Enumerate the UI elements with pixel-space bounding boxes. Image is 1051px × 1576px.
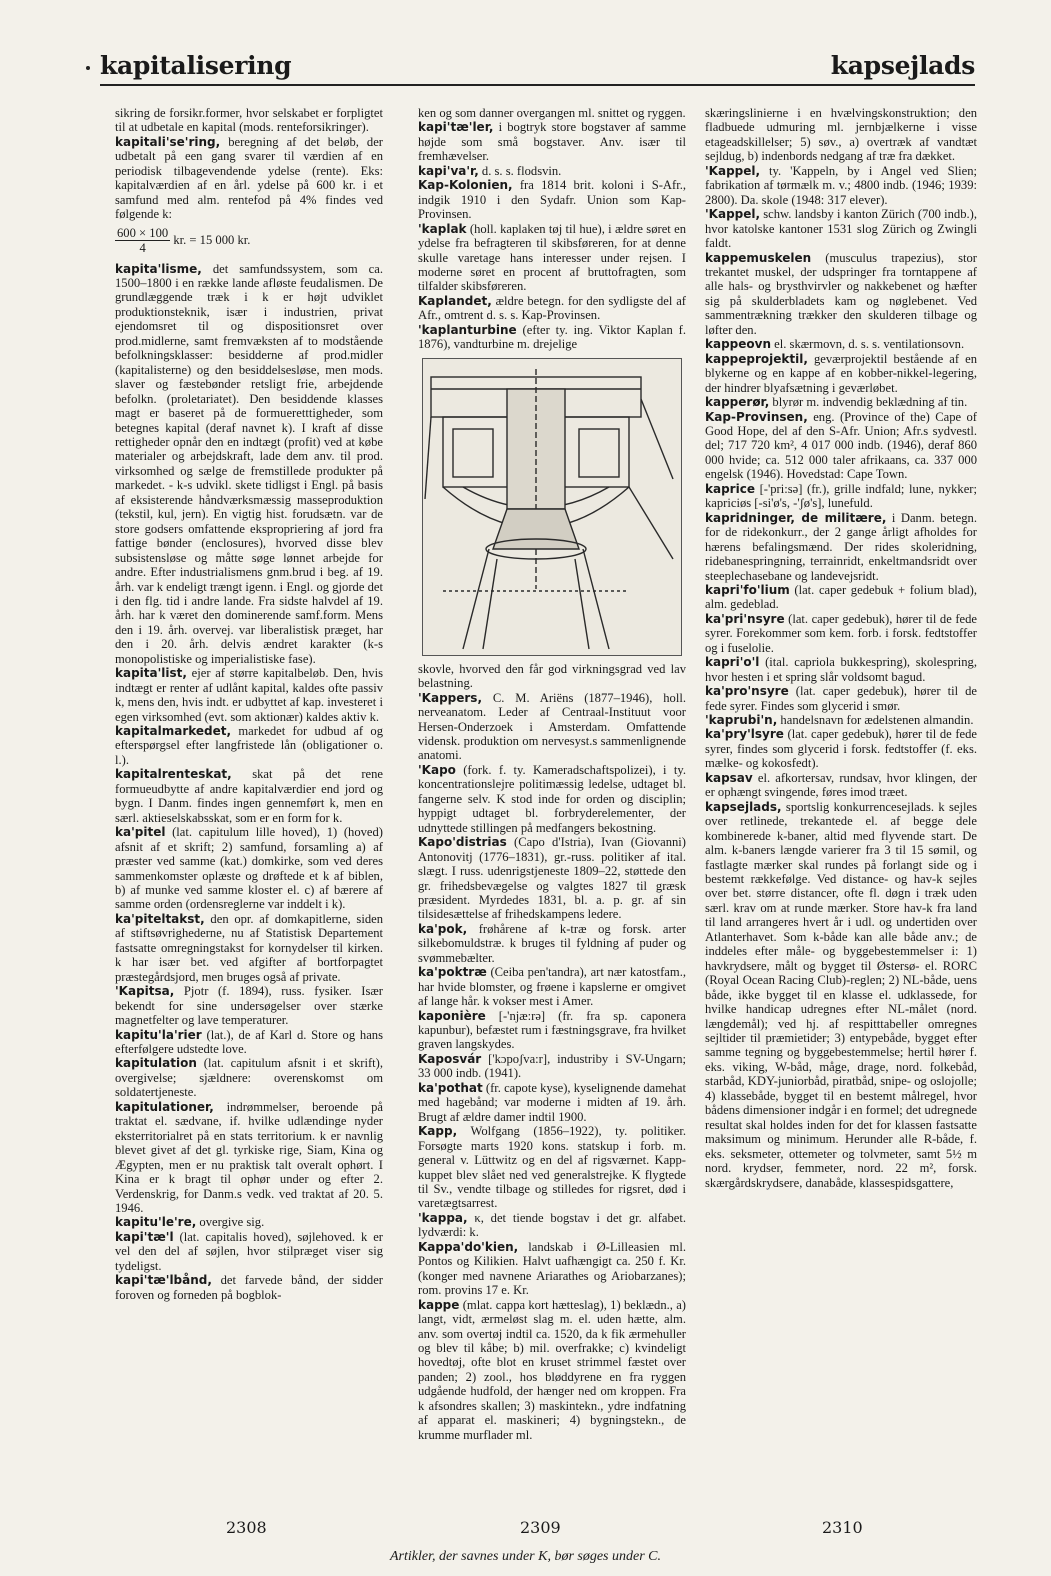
entry-text: skæringslinierne i en hvælvingskonstruktion; den fladbuede udmuring ml. jernbjælkerne i visse etageadskillelser; 5) søv., a) overtræk af vandtæt sejldug, b) indenbords nedgang af træ fra dækket. xyxy=(705,106,977,164)
turbine-drawing xyxy=(423,359,681,655)
header-dot xyxy=(86,66,90,70)
entry-headword: Kaplandet, xyxy=(418,293,492,308)
column-2 xyxy=(418,106,686,1486)
entry-headword: 'Kappers, xyxy=(418,690,483,705)
dictionary-entry xyxy=(115,1230,383,1273)
entry-headword: kapsav xyxy=(705,770,753,785)
entry-text: el. skærmovn, d. s. s. ventilationsovn. xyxy=(771,337,965,352)
dictionary-entry xyxy=(705,684,977,713)
dictionary-entry xyxy=(705,655,977,684)
entry-text: skovle, hvorved den får god virkningsgrad ved lav belastning. xyxy=(418,661,686,691)
entry-text: (lat. caper gedebuk), hører til de fede syrer. Findes som glycerid i smør. xyxy=(705,684,977,713)
entry-text: i bogtryk store bogstaver af samme højde som små bogstaver. Anv. især til fremhævelser. xyxy=(418,120,686,164)
entry-text: (Capo d'Istria), Ivan (Giovanni) Antonovitj (1776–1831), gr.-russ. politiker af ital. slægt. I russ. udenrigstjeneste 1809–22, støttede den gr. frihedsbevægelse og valgtes 1827 til græsk præsident. Myrdedes 1831, bl. a. p. gr. af sin tilsidesættelse af frihedskampens ledere. xyxy=(418,835,686,922)
entry-text: landskab i Ø-Lilleasien ml. Pontos og Kilikien. Halvt uafhængigt ca. 250 f. Kr. (konger med navnene Ariarathes og Ariobarzanes); rom. provins 17 e. Kr. xyxy=(418,1239,686,1298)
header-first-entry: kapitalisering xyxy=(100,51,292,80)
dictionary-entry xyxy=(115,825,383,912)
entry-headword: kapi'tæ'l xyxy=(115,1229,174,1244)
dictionary-entry xyxy=(418,1240,686,1298)
entry-headword: 'kaprubi'n, xyxy=(705,713,778,728)
formula-numerator: 600 × 100 xyxy=(117,225,169,240)
entry-text: [-'njæ:rə] (fr. fra sp. caponera kapunbur), befæstet rum i fæstningsgrave, fra hvilket graven langskydes. xyxy=(418,1008,686,1052)
entry-text: (efter ty. ing. Viktor Kaplan f. 1876), vandturbine m. drejelige xyxy=(418,322,686,352)
dictionary-entry xyxy=(418,106,686,120)
entry-text: (lat. capitulum afsnit i et skrift), overgivelse; sjældnere: overenskomst om soldatertjeneste. xyxy=(115,1056,383,1100)
entry-text: C. M. Ariëns (1877–1946), holl. nerveanatom. Leder af Centraal-Instituut voor Hersen-Onderzoek i Amsterdam. Omfattende vidensk. produktion om nervesyst.s sammenlignende anatomi. xyxy=(418,690,686,763)
dictionary-entry xyxy=(418,178,686,221)
entry-headword: kappe xyxy=(418,1297,460,1312)
dictionary-entry xyxy=(418,691,686,763)
entry-text: geværprojektil bestående af en blykerne og en kappe af en kobber-nikkel-legering, der hindrer blyafsætning i geværløbet. xyxy=(705,351,977,395)
dictionary-entry xyxy=(418,965,686,1008)
entry-text: (lat. caper gedebuk + folium blad), alm. gedeblad. xyxy=(705,582,977,612)
entry-headword: 'kappa, xyxy=(418,1210,468,1225)
entry-headword: Kaposvár xyxy=(418,1051,482,1066)
dictionary-entry xyxy=(705,395,977,409)
entry-headword: ka'pri'nsyre xyxy=(705,611,785,626)
entry-text: indrømmelser, beroende på traktat el. sædvane, if. hvilke udlændinge nyder eksterritorialret på en stats territorium. k er navnlig blevet givet af det gl. tyrkiske rige, Siam, Kina og Ægypten, men er nu praktisk talt overalt ophørt. I Kina er k bragt til ophør under og efter 2. Verdenskrig, for Danm.s vedk. ved traktat af 20. 5. 1946. xyxy=(115,1099,383,1215)
entry-headword: kappemuskelen xyxy=(705,250,812,265)
dictionary-entry xyxy=(115,666,383,724)
entry-headword: 'Kappel, xyxy=(705,163,761,178)
dictionary-entry xyxy=(115,984,383,1027)
entry-text: beregning af det beløb, der udbetalt på een gang svarer til værdien af en periodisk tilbagevendende ydelse (rente). Eks: kapitalværdien af en årl. ydelse på 600 kr. i et samfund med alm. rentefod på 4% findes ved følgende k: xyxy=(115,134,383,222)
dictionary-entry xyxy=(705,251,977,338)
dictionary-entry xyxy=(418,1081,686,1124)
dictionary-entry xyxy=(418,294,686,323)
dictionary-entry xyxy=(418,1211,686,1240)
entry-text: fra 1814 brit. koloni i S-Afr., indgik 1910 i den Sydafr. Union som Kap-Provinsen. xyxy=(418,178,686,222)
entry-text: (mlat. cappa kort hætteslag), 1) beklædn., a) langt, vidt, ærmeløst slag m. el. uden hætte, alm. anv. som overtøj indtil ca. 1520, da k fik ærmehuller og blev til kåbe; b) mil. overfrakke; c) kvindeligt hovedtøj, ofte blot en kruset strimmel fæstet over panden; 2) zool., hos bløddyrene en fra ryggen udgående hudfold, der hænger ned om kroppen. Fra k afsondres skallen; 3) maskintekn., ydre indfatning af apparat el. maskineri; 4) bygningstekn., de krumme murflader ml. xyxy=(418,1297,686,1442)
entry-headword: kapri'o'l xyxy=(705,655,760,670)
entry-text: det samfundssystem, som ca. 1500–1800 i en række lande afløste feudalismen. De grundlæggende træk i k er højt udviklet produktionsteknik, især i industrien, privat ejendomsret til og dispositionsret over prod.midlerne, samt fremvæksten af to modstående befolkningsklasser: besidderne af prod.midler (kapitalisterne) og den besiddelsesløse, men mods. slaver og fæstebønder retsligt frie, arbejdende befolkn. (proletariatet). Den besiddende klasses magt er baseret på de formueretttigheder, som betegnes kapital (deraf navnet k). I kraft af disse rettigheder opnår den en indtægt (profit) ved at købe materialer og arbejdskraft, lade dem anv. til prod. virksomhed og sælge de fremstillede produkter på markedet. - k-s udvikl. skete tidligst i Engl. på basis af eksisterende håndværksmæssig masseproduktion (tekstil, kul, jern). En vigtig hist. forudsætn. var de store godsers omfattende ekspropriering af jord fra fattige bønder (enclosures), hvorved disse blev subsistensløse og måtte søge lønnet arbejde for andre. Efter industrialismens gnm.brud i beg. af 19. årh. var k endeligt trængt igenn. i Engl. og gjorde det i den flg. tid i andre lande. Fra sidste halvdel af 19. årh. har k været den dominerende samf.form. Mens den i 19. årh. overvej. var liberalistisk præget, har den i 20. årh. delvis ændret karakter (k-s monopolistiske og imperialistiske fase). xyxy=(115,261,383,666)
page-number-1: 2308 xyxy=(226,1518,267,1537)
entry-headword: kapitulation xyxy=(115,1056,197,1071)
entry-headword: ka'pok, xyxy=(418,921,468,936)
entry-text: skat på det rene formueudbytte af andre kapitalværdier end jord og bygn. I Danm. findes ingen gennemført k, men en særl. aktieselskabsskat, som er en form for k. xyxy=(115,767,383,825)
dictionary-entry xyxy=(418,323,686,352)
dictionary-entry xyxy=(418,835,686,922)
entry-headword: kapi'tæ'ler, xyxy=(418,120,494,135)
dictionary-entry xyxy=(705,800,977,1190)
entry-text: Wolfgang (1856–1922), ty. politiker. Forsøgte marts 1920 kons. statskup i forb. m. general v. Lüttwitz og en del af rigsværnet. Kapp-kuppet blev slået ned ved generalstrejke. K flygtede til Sv., vendte tilbage og stilledes for rigsret, død i varetægtsarrest. xyxy=(418,1124,686,1211)
formula-result: kr. = 15 000 kr. xyxy=(173,232,251,247)
entry-headword: ka'pitel xyxy=(115,825,166,840)
entry-text: ejer af større kapitalbeløb. Den, hvis indtægt er renter af udlånt kapital, kaldes ofte passiv k, mens den, hvis indt. er udbyttet af kap. investeret i egen virksomhed (evt. som aktionær) kaldes aktiv k. xyxy=(115,666,383,724)
dictionary-entry xyxy=(705,482,977,511)
entry-text: sportslig konkurrencesejlads. k sejles over retlinede, trekantede el. af begge dele kombinerede k-baner, altid med flyvende start. De alm. k-baners længde varierer fra 3 til 15 sømil, og fastlagte mærker skal rundes på forlangt side og i bestemt rækkefølge. Ved distance- og hav-k sejles over bet. større distancer, ofte fl. døgn i træk uden særl. krav om at runde mærker. Store hav-k fra land til land arrangeres hvert år i udl. og undertiden over Atlanterhavet. Som k-både kan alle både anv.; de inddeles efter måle- og byggebestemmelser i: 1) havkrydsere, målt og bygget til Østersø- el. RORC (Royal Ocean Racing Club)-reglen; 2) NL-både, uens både, ikke bygget til en klasse el. udklassede, for hvilke handicap udregnes efter NL-målet (nord. længdemål); ved hj. af respitttabeller omregnes sejltider til præmietider; 3) entypebåde, bygget efter samme tegning og byggebestemmelse; hertil hører f. eks. viking, W-båd, måge, drage, nord. folkebåd, starbåd, KDY-juniorbåd, piratbåd, snipe- og oslojolle; 4) klassebåde, bygget til en bestemt målregel, hvor bådens dimensioner indgår i en formel; det udregnede resultat skal holdes inden for det for klassen fastsatte maksimum og minimum. Herunder alle R-både, f. eks. seksmeter, ottemeter og tolvmeter, samt 5½ m nord. krydser, femmeter, nord. 22 m², forsk. skærgårdskrydsere, danabåde, klassespidsgattere, xyxy=(705,799,977,1190)
entry-headword: kappeovn xyxy=(705,337,772,352)
entry-headword: Kap-Kolonien, xyxy=(418,178,513,193)
dictionary-entry xyxy=(705,713,977,727)
dictionary-entry xyxy=(115,1215,383,1229)
entry-text: κ, det tiende bogstav i det gr. alfabet. lydværdi: k. xyxy=(418,1210,686,1240)
entry-text: frøhårene af k-træ og forsk. arter silkebomuldstræ. k bruges til fyldning af puder og svømmebælter. xyxy=(418,921,686,965)
dictionary-entry xyxy=(705,207,977,250)
entry-headword: ka'pry'lsyre xyxy=(705,727,784,742)
entry-headword: 'Kapitsa, xyxy=(115,984,175,999)
entry-headword: kaprice xyxy=(705,481,755,496)
entry-headword: Kapp, xyxy=(418,1124,458,1139)
formula-denominator: 4 xyxy=(139,241,146,256)
entry-text: (lat. caper gedebuk), hører til de fede syrer. Forekommer som kem. forb. i forsk. fedtstoffer og i fuselolie. xyxy=(705,611,977,655)
entry-headword: kapita'lisme, xyxy=(115,261,202,276)
entry-text: overgive sig. xyxy=(196,1215,265,1230)
entry-text: handelsnavn for ædelstenen almandin. xyxy=(777,713,974,728)
dictionary-entry xyxy=(418,1052,686,1081)
dictionary-entry xyxy=(115,135,383,222)
entry-text: blyrør m. indvendig beklædning af tin. xyxy=(769,395,968,410)
entry-text: ty. 'Kappeln, by i Angel ved Slien; fabrikation af tørmælk m. v.; 4800 indb. (1946; 1939: 2800). Da. skole (1948: 317 elever). xyxy=(705,163,977,207)
running-header xyxy=(100,44,975,86)
entry-text: (musculus trapezius), stor trekantet muskel, der udspringer fra torntappene af alle hals- og brysthvirvler og nakkebenet og hæfter sig på skulderbladets kam og nøglebenet. Ved sammentrækning trækker den skulderen tilbage og løfter den. xyxy=(705,250,977,337)
entry-text: d. s. s. flodsvin. xyxy=(478,163,562,178)
dictionary-entry xyxy=(418,1009,686,1052)
entry-text: el. afkortersav, rundsav, hvor klingen, der er ophængt svingende, føres imod træet. xyxy=(705,770,977,800)
entry-headword: kaponière xyxy=(418,1008,486,1023)
entry-headword: kapitalrenteskat, xyxy=(115,767,232,782)
entry-text: ældre betegn. for den sydligste del af Afr., omtrent d. s. s. Kap-Provinsen. xyxy=(418,293,686,323)
entry-headword: 'kaplanturbine xyxy=(418,322,517,337)
entry-headword: ka'pothat xyxy=(418,1080,483,1095)
dictionary-entry xyxy=(115,1056,383,1099)
formula xyxy=(115,226,383,256)
dictionary-entry xyxy=(705,164,977,207)
entry-headword: kapita'list, xyxy=(115,666,187,681)
entry-text: ['kɔpoʃva:r], industriby i SV-Ungarn; 33 000 indb. (1941). xyxy=(418,1051,686,1081)
page-number-2: 2309 xyxy=(520,1518,561,1537)
dictionary-entry xyxy=(705,511,977,583)
entry-text: sikring de forsikr.former, hvor selskabet er forpligtet til at udbetale en kapital (mods. renteforsikringer). xyxy=(115,106,383,135)
entry-text: ken og som danner overgangen ml. snittet og ryggen. xyxy=(418,106,686,120)
entry-headword: kapitalmarkedet, xyxy=(115,724,232,739)
dictionary-entry xyxy=(115,912,383,984)
dictionary-entry xyxy=(418,763,686,835)
dictionary-entry xyxy=(418,120,686,163)
entry-headword: ka'pro'nsyre xyxy=(705,684,789,699)
entry-text: (ital. capriola bukkespring), skolespring, hvor hesten i et spring slår voldsomt bagud. xyxy=(705,655,977,684)
entry-headword: 'Kappel, xyxy=(705,207,761,222)
entry-text: (fr. capote kyse), kyselignende damehat med hagebånd; var moderne i midten af 19. årh. Brugt af ældre damer indtil 1900. xyxy=(418,1080,686,1124)
entry-text: markedet for udbud af og efterspørgsel efter langfristede lån (obligationer o. l.). xyxy=(115,724,383,767)
entry-text: (lat. capitulum lille hoved), 1) (hoved) afsnit af et skrift; 2) samfund, forsamling a) af præster ved samme (kat.) domkirke, som ved deres sammenkomster oplæste og drøftede et k af biblen, b) af munke ved samme kloster el. c) af bærere af samme orden (ordensreglerne var inddelt i k). xyxy=(115,825,383,912)
entry-text: schw. landsby i kanton Zürich (700 indb.), hvor katolske kantoner 1531 slog Zürich og Zwingli faldt. xyxy=(705,207,977,251)
entry-text: (holl. kaplaken tøj til hue), i ældre søret en ydelse fra befragteren til skibsføreren, for at denne skulle varetage hans interesser under rejsen. I moderne søret en procent af bruttofragten, som tilfalder skibsføreren. xyxy=(418,221,686,294)
entry-text: (fork. f. ty. Kameradschaftspolizei), i ty. koncentrationslejre politimæssig ledelse, udtaget bl. fangerne selv. K stod inde for orden og disciplin; hyppigt udtaget bl. forbryderelementer, der udnyttede stillingen på medfangers bekostning. xyxy=(418,762,686,835)
dictionary-entry xyxy=(115,106,383,135)
dictionary-entry xyxy=(115,1028,383,1057)
entry-text: (Ceiba pen'tandra), art nær katostfam., har hvide blomster, og frøene i kapslerne er omgivet af lange hår. k vokser mest i Amer. xyxy=(418,965,686,1009)
entry-headword: Kappa'do'kien, xyxy=(418,1239,519,1254)
entry-text: (lat.), de af Karl d. Store og hans efterfølgere udstedte love. xyxy=(115,1027,383,1056)
entry-headword: kapridninger, de militære, xyxy=(705,510,887,525)
entry-text: Pjotr (f. 1894), russ. fysiker. Især bekendt for sine undersøgelser over stærke magnetfelter og lave temperaturer. xyxy=(115,984,383,1028)
column-1 xyxy=(115,106,383,1486)
entry-headword: ka'poktræ xyxy=(418,965,487,980)
dictionary-entry xyxy=(418,922,686,965)
dictionary-entry xyxy=(115,724,383,767)
dictionary-entry xyxy=(705,727,977,770)
entry-headword: kapperør, xyxy=(705,395,770,410)
dictionary-entry xyxy=(418,1124,686,1211)
dictionary-entry xyxy=(705,337,977,351)
footer-note: Artikler, der savnes under K, bør søges under C. xyxy=(389,1549,662,1564)
entry-headword: kapitu'la'rier xyxy=(115,1027,202,1042)
entry-headword: kapri'fo'lium xyxy=(705,582,790,597)
entry-headword: ka'piteltakst, xyxy=(115,911,205,926)
dictionary-entry xyxy=(418,222,686,294)
dictionary-entry xyxy=(705,612,977,655)
entry-headword: kappeprojektil, xyxy=(705,351,808,366)
entry-headword: kapsejlads, xyxy=(705,799,782,814)
dictionary-entry xyxy=(705,106,977,164)
entry-headword: kapi'va'r, xyxy=(418,163,479,178)
entry-headword: 'Kapo xyxy=(418,762,456,777)
page-number-3: 2310 xyxy=(822,1518,863,1537)
entry-headword: kapitali'se'ring, xyxy=(115,134,221,149)
entry-text: i Danm. betegn. for de ridekonkurr., der 2 gange årligt afholdes for hærens befalingsmænd. Der rides skoleridning, ridebanespringning, terrainridt, enkeltmandsridt over steeplechasebane og landevejsridt. xyxy=(705,510,977,583)
entry-text: [-'pri:sə] (fr.), grille indfald; lune, nykker; kapriciøs [-si'ø's, -'ʃø's], lunefuld. xyxy=(705,481,977,511)
dictionary-entry xyxy=(418,164,686,178)
entry-headword: kapitulationer, xyxy=(115,1099,214,1114)
dictionary-entry xyxy=(418,662,686,691)
dictionary-entry xyxy=(705,771,977,800)
entry-headword: 'kaplak xyxy=(418,221,467,236)
dictionary-entry xyxy=(115,1273,383,1302)
entry-headword: kapi'tæ'lbånd, xyxy=(115,1273,212,1288)
entry-text: (lat. capitalis hoved), søjlehoved. k er vel den del af søjlen, hvor stilpræget viser sig tydeligst. xyxy=(115,1229,383,1273)
column-3 xyxy=(705,106,977,1486)
entry-text: den opr. af domkapitlerne, siden af stiftsøvrighederne, nu af Statistisk Departement fastsatte omregningstakst for kornydelser til kirken. k har især bet. ved afgifter af bortforpagtet præstegårdsjord, men bruges også af private. xyxy=(115,911,383,984)
dictionary-entry xyxy=(705,410,977,482)
entry-headword: Kap-Provinsen, xyxy=(705,409,808,424)
kaplan-turbine-figure xyxy=(422,358,682,656)
dictionary-entry xyxy=(115,262,383,667)
dictionary-entry xyxy=(115,1100,383,1216)
entry-headword: kapitu'le're, xyxy=(115,1215,197,1230)
dictionary-entry xyxy=(705,583,977,612)
header-last-entry: kapsejlads xyxy=(830,51,975,80)
entry-headword: Kapo'distrias xyxy=(418,835,507,850)
dictionary-entry xyxy=(418,1298,686,1443)
entry-text: eng. (Province of the) Cape of Good Hope, del af den S-Afr. Union; Afr.s sydvestl. del; 717 720 km², 4 017 000 indb. (1946), deraf 860 000 hvide; ca. 512 000 taler afrikaans, ca. 337 000 engelsk (1946). Hovedstad: Cape Town. xyxy=(705,409,977,482)
entry-text: det farvede bånd, der sidder foroven og forneden på bogblok- xyxy=(115,1273,383,1302)
entry-text: (lat. caper gedebuk), hører til de fede syrer, findes som glycerid i forsk. fedtstoffer (f. eks. mælke- og kokosfedt). xyxy=(705,727,977,771)
dictionary-entry xyxy=(115,767,383,825)
dictionary-entry xyxy=(705,352,977,395)
